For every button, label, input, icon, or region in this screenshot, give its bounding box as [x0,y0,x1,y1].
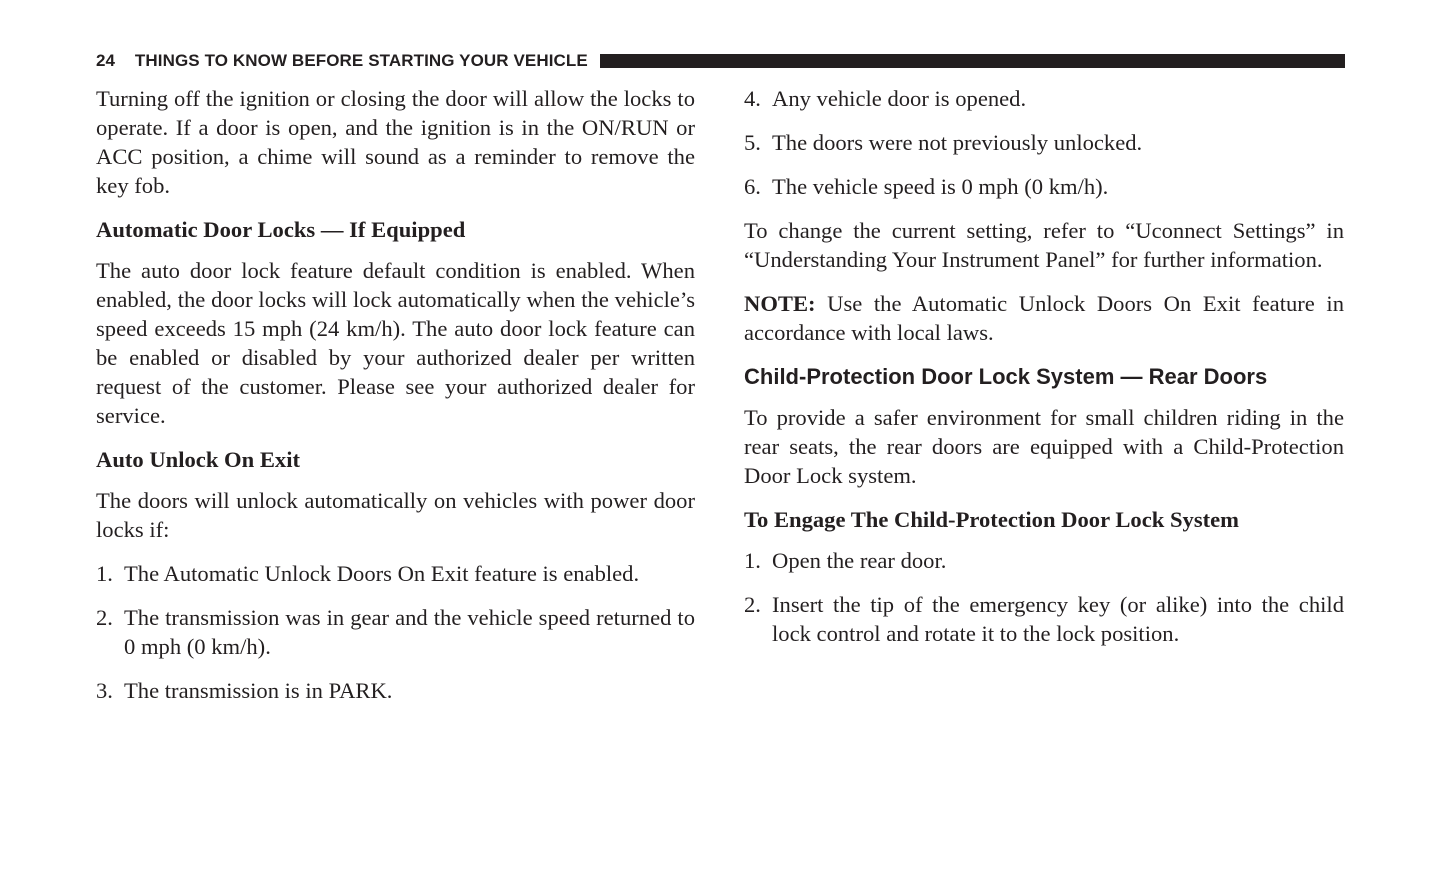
list-item [96,676,695,705]
section-heading: To Engage The Child-Protection Door Lock System [744,507,1239,532]
list-text: The vehicle speed is 0 mph (0 km/h). [772,174,1109,199]
chapter-title: THINGS TO KNOW BEFORE STARTING YOUR VEHICLE [134,51,588,70]
list-item [96,603,695,661]
list-number: 4. [744,86,761,111]
running-header [96,50,1345,72]
paragraph: Turning off the ignition or closing the door will allow the locks to operate. If a door is open, and the ignition is in the ON/RUN or ACC position, a chime will sound as a reminder to remove the key fob. [96,86,695,198]
list-text: The transmission is in PARK. [124,678,393,703]
list-number: 1. [744,548,761,573]
list-number: 2. [744,592,761,617]
paragraph: To change the current setting, refer to “Uconnect Settings” in “Understanding Your Instrument Panel” for further information. [744,218,1344,272]
list-number: 1. [96,561,113,586]
list-text: The doors were not previously unlocked. [772,130,1143,155]
section-heading: Auto Unlock On Exit [96,447,301,472]
list-item [744,590,1344,648]
list-number: 2. [96,605,113,630]
note-label: NOTE: [744,291,816,316]
list-text: Open the rear door. [772,548,947,573]
header-rule [600,54,1345,68]
paragraph: The auto door lock feature default condition is enabled. When enabled, the door locks will lock automatically when the vehicle’s speed exceeds 15 mph (24 km/h). The auto door lock feature can be enabled or disabled by your authorized dealer per written request of the customer. Please see your authorized dealer for service. [96,258,695,428]
list-item [744,128,1344,157]
list-text: Insert the tip of the emergency key (or alike) into the child lock control and rotate it to the lock position. [772,592,1344,646]
list-item [96,559,695,588]
list-number: 3. [96,678,113,703]
note [744,289,1344,347]
section-heading: Child-Protection Door Lock System — Rear Doors [744,364,1268,389]
list-item [744,84,1344,113]
list-text: The transmission was in gear and the vehicle speed returned to 0 mph (0 km/h). [124,605,695,659]
list-text: Any vehicle door is opened. [772,86,1027,111]
right-column [744,84,1344,663]
list-item [744,172,1344,201]
list-item [744,546,1344,575]
section-heading: Automatic Door Locks — If Equipped [96,217,466,242]
list-number: 5. [744,130,761,155]
paragraph: The doors will unlock automatically on vehicles with power door locks if: [96,488,695,542]
note-text: Use the Automatic Unlock Doors On Exit feature in accordance with local laws. [744,291,1344,345]
page-number: 24 [96,51,115,70]
list-text: The Automatic Unlock Doors On Exit feature is enabled. [124,561,640,586]
left-column [96,84,695,720]
list-number: 6. [744,174,761,199]
paragraph: To provide a safer environment for small children riding in the rear seats, the rear doors are equipped with a Child-Protection Door Lock system. [744,405,1344,488]
